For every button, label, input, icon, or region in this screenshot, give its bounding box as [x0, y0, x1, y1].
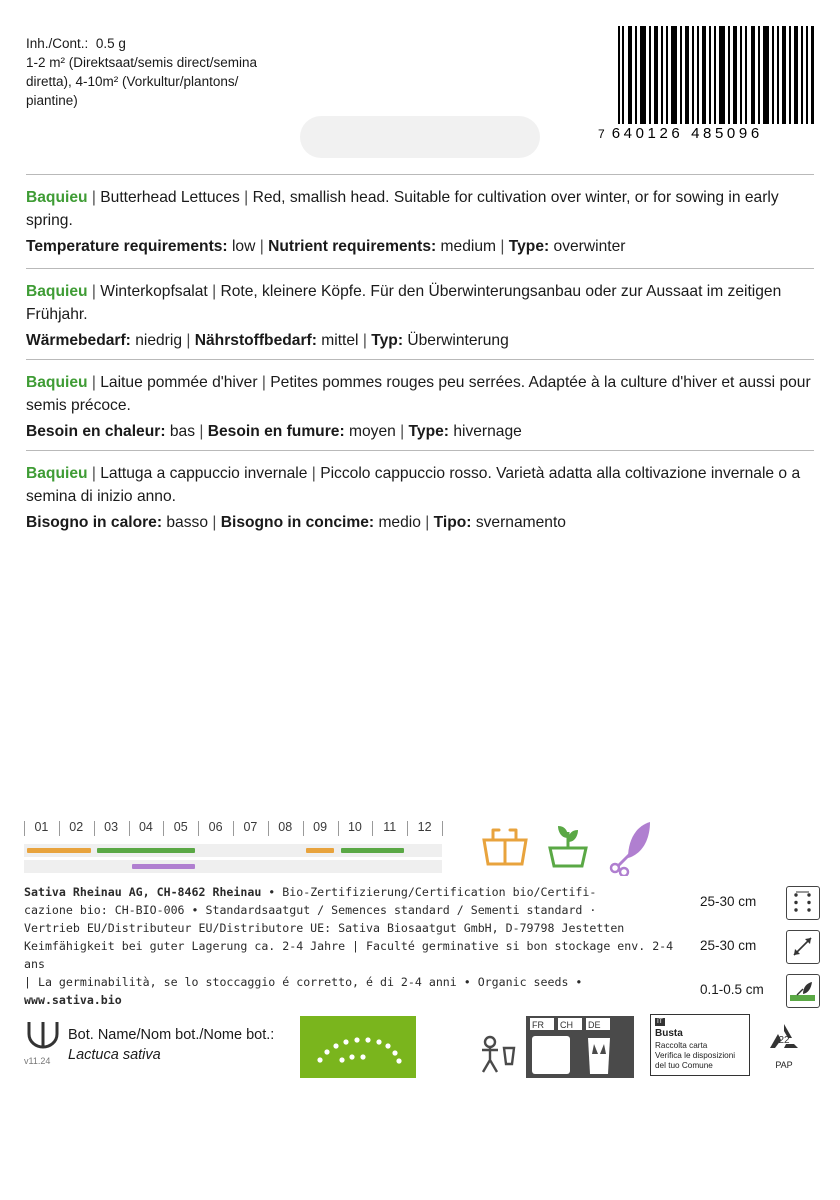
it-temp-label: Bisogno in calore:	[26, 513, 163, 531]
fr-headline: Baquieu | Laitue pommée d'hiver | Petites pommes rouges peu serrées. Adaptée à la culture d'hiver et aussi pour semis précoce.	[26, 374, 811, 415]
content-info	[26, 34, 326, 111]
it-headline: Baquieu | Lattuga a cappuccio invernale | Piccolo cappuccio rosso. Varietà adatta alla coltivazione invernale o a semina di inizio anno.	[26, 465, 801, 506]
it-type-value: svernamento	[475, 513, 566, 531]
publisher-line-5	[24, 974, 684, 1010]
blank-label-capsule	[300, 116, 540, 158]
calendar-month-08: 08	[278, 820, 293, 834]
barcode-number: 640126 485096	[611, 125, 763, 142]
publisher-line-4: Keimfähigkeit bei guter Lagerung ca. 2-4 Jahre | Faculté germinative si bon stockage env. 2-4 ans	[24, 938, 674, 971]
fr-type-label: Type:	[408, 422, 449, 440]
divider	[26, 268, 814, 269]
content-area-line-2: diretta), 4-10m² (Vorkultur/plantons/	[26, 74, 239, 90]
divider	[26, 450, 814, 451]
transplant-icon	[550, 826, 586, 866]
barcode-digits	[598, 125, 814, 142]
calendar-month-01: 01	[34, 820, 49, 834]
calendar-month-labels	[24, 820, 442, 842]
fr-requirements: Besoin en chaleur: bas | Besoin en fumure: moyen | Type: hivernage	[26, 422, 522, 440]
calendar-segment-sowing-transplant	[306, 848, 335, 853]
sowing-calendar	[24, 820, 442, 842]
it-type-label: Tipo:	[433, 513, 472, 531]
calendar-month-11: 11	[383, 820, 397, 834]
fr-nutrient-label: Besoin en fumure:	[207, 422, 345, 440]
busta-line-1: Raccolta carta	[655, 1040, 708, 1050]
calendar-segment-sowing-transplant	[341, 848, 405, 853]
fr-type-value: hivernage	[453, 422, 522, 440]
spec-row-plant-spacing	[700, 930, 820, 964]
calendar-month-04: 04	[138, 820, 153, 834]
content-amount-label: Inh./Cont.:	[26, 36, 89, 51]
spacing-specs	[700, 886, 820, 1018]
calendar-month-05: 05	[173, 820, 188, 834]
calendar-tick	[24, 821, 25, 836]
pictogram-svg	[478, 818, 678, 876]
calendar-month-03: 03	[104, 820, 119, 834]
keep-clean-icon	[482, 1037, 514, 1072]
de-type-name: Winterkopfsalat	[100, 283, 208, 300]
country-recycle-fr-ch-de-icon	[526, 1016, 634, 1078]
de-requirements: Wärmebedarf: niedrig | Nährstoffbedarf: mittel | Typ: Überwinterung	[26, 331, 509, 349]
publisher-line-5-text: | La germinabilità, se lo stoccaggio é corretto, é di 2-4 anni • Organic seeds •	[24, 974, 583, 989]
de-temp-value: niedrig	[135, 331, 183, 349]
calendar-row-sowing	[24, 844, 442, 857]
en-nutrient-label: Nutrient requirements:	[268, 237, 437, 255]
barcode-lead-digit: 7	[598, 127, 605, 141]
calendar-tick	[372, 821, 373, 836]
fr-description: Petites pommes rouges peu serrées. Adaptée à la culture d'hiver et aussi pour semis précoce.	[26, 374, 811, 415]
content-amount-value: 0.5 g	[95, 36, 126, 51]
calendar-tick	[59, 821, 60, 836]
calendar-tick	[129, 821, 130, 836]
de-description: Rote, kleinere Köpfe. Für den Überwinterungsanbau oder zur Aussaat im zeitigen Frühjahr.	[26, 283, 782, 324]
svg-text:DE: DE	[588, 1020, 601, 1030]
publisher-line-1	[24, 884, 684, 902]
it-variety: Baquieu	[26, 465, 88, 482]
content-amount	[26, 34, 326, 53]
pap-badge	[762, 1020, 806, 1070]
fr-nutrient-value: moyen	[349, 422, 396, 440]
fr-type-name: Laitue pommée d'hiver	[100, 374, 258, 391]
de-nutrient-label: Nährstoffbedarf:	[194, 331, 317, 349]
publisher-line-3: Vertrieb EU/Distributeur EU/Distributore UE: Sativa Biosaatgut GmbH, D-79798 Jestetten	[24, 920, 625, 935]
seed-tray-icon	[484, 830, 526, 864]
de-temp-label: Wärmebedarf:	[26, 331, 131, 349]
busta-title: Busta	[655, 1028, 683, 1040]
it-description: Piccolo cappuccio rosso. Varietà adatta alla coltivazione invernale o a semina di inizio anno.	[26, 465, 801, 506]
calendar-tick	[407, 821, 408, 836]
sowing-depth-value: 0.1-0.5 cm	[700, 982, 764, 997]
fr-temp-value: bas	[169, 422, 196, 440]
en-type-name: Butterhead Lettuces	[100, 189, 240, 206]
barcode-bars	[618, 26, 814, 124]
recycle-svg	[470, 1008, 650, 1088]
eu-organic-leaf-icon	[300, 1016, 416, 1078]
row-spacing-value: 25-30 cm	[700, 894, 757, 909]
publisher-info	[24, 884, 684, 1010]
calendar-tick	[303, 821, 304, 836]
language-block-fr	[26, 371, 814, 443]
calendar-month-06: 06	[208, 820, 223, 834]
busta-line-2: Verifica le disposizioni	[655, 1051, 736, 1060]
publisher-company: Sativa Rheinau AG, CH-8462 Rheinau	[24, 885, 262, 899]
calendar-tick	[338, 821, 339, 836]
de-nutrient-value: mittel	[321, 331, 359, 349]
en-type-value: overwinter	[553, 237, 626, 255]
calendar-segment-sowing-transplant	[97, 848, 196, 853]
content-area-line-3: piantine)	[26, 93, 78, 109]
calendar-tick	[233, 821, 234, 836]
harvest-scissors-icon	[611, 822, 650, 876]
pap-label: PAP	[775, 1060, 793, 1070]
calendar-segment-harvest	[132, 864, 196, 869]
recycling-icons	[470, 1008, 800, 1088]
it-nutrient-label: Bisogno in concime:	[220, 513, 375, 531]
en-temp-label: Temperature requirements:	[26, 237, 228, 255]
spec-row-row-spacing	[700, 886, 820, 920]
language-block-de	[26, 280, 814, 352]
content-area-line-1: 1-2 m² (Direktsaat/semis direct/semina	[26, 55, 258, 71]
spec-row-sowing-depth	[700, 974, 820, 1008]
en-type-label: Type:	[508, 237, 550, 255]
calendar-month-12: 12	[417, 820, 432, 834]
fr-variety: Baquieu	[26, 374, 88, 391]
calendar-month-07: 07	[243, 820, 258, 834]
en-variety: Baquieu	[26, 189, 88, 206]
plant-spacing-value: 25-30 cm	[700, 938, 757, 953]
calendar-row-harvest	[24, 860, 442, 873]
calendar-tick	[198, 821, 199, 836]
botanical-name	[24, 1026, 304, 1065]
svg-text:FR: FR	[532, 1020, 544, 1030]
calendar-month-10: 10	[347, 820, 362, 834]
divider	[26, 359, 814, 360]
it-nutrient-value: medio	[378, 513, 421, 531]
calendar-tick	[442, 821, 443, 836]
busta-recycling-note	[650, 1014, 750, 1076]
de-type-label: Typ:	[371, 331, 404, 349]
sowing-depth-icon	[786, 974, 820, 1008]
language-block-en	[26, 186, 814, 258]
svg-text:22: 22	[778, 1035, 790, 1046]
it-type-name: Lattuga a cappuccio invernale	[100, 465, 308, 482]
en-description: Red, smallish head. Suitable for cultivation over winter, or for sowing in early spring.	[26, 189, 779, 230]
botanical-name-value: Lactuca sativa	[68, 1046, 161, 1063]
divider	[26, 174, 814, 175]
pictogram-row	[478, 818, 678, 876]
svg-text:CH: CH	[560, 1020, 573, 1030]
en-headline: Baquieu | Butterhead Lettuces | Red, smallish head. Suitable for cultivation over winter, or for sowing in early spring.	[26, 189, 779, 230]
version-label: v11.24	[24, 1056, 51, 1066]
de-variety: Baquieu	[26, 283, 88, 300]
en-requirements: Temperature requirements: low | Nutrient requirements: medium | Type: overwinter	[26, 237, 626, 255]
calendar-tick	[268, 821, 269, 836]
row-spacing-icon	[786, 886, 820, 920]
de-headline: Baquieu | Winterkopfsalat | Rote, kleinere Köpfe. Für den Überwinterungsanbau oder zur Aussaat im zeitigen Frühjahr.	[26, 283, 782, 324]
publisher-line-2: cazione bio: CH-BIO-006 • Standardsaatgut / Semences standard / Sementi standard ·	[24, 902, 597, 917]
recycle-triangle-icon	[764, 1020, 804, 1058]
website-link[interactable]: www.sativa.bio	[24, 992, 122, 1007]
it-requirements: Bisogno in calore: basso | Bisogno in concime: medio | Tipo: svernamento	[26, 513, 566, 531]
fr-temp-label: Besoin en chaleur:	[26, 422, 166, 440]
en-temp-value: low	[231, 237, 256, 255]
barcode	[598, 26, 814, 148]
busta-country-tag: IT	[657, 1018, 663, 1025]
language-block-it	[26, 462, 814, 534]
botanical-name-label: Bot. Name/Nom bot./Nome bot.:	[68, 1027, 275, 1043]
calendar-segment-sowing-transplant	[27, 848, 91, 853]
busta-line-3: del tuo Comune	[655, 1061, 713, 1071]
de-type-value: Überwinterung	[407, 331, 509, 349]
calendar-month-02: 02	[69, 820, 84, 834]
calendar-tick	[94, 821, 95, 836]
calendar-tick	[163, 821, 164, 836]
calendar-month-09: 09	[313, 820, 328, 834]
it-temp-value: basso	[166, 513, 208, 531]
publisher-line-1-rest: • Bio-Zertifizierung/Certification bio/Certifi-	[261, 885, 597, 899]
en-nutrient-value: medium	[440, 237, 497, 255]
plant-spacing-icon	[786, 930, 820, 964]
